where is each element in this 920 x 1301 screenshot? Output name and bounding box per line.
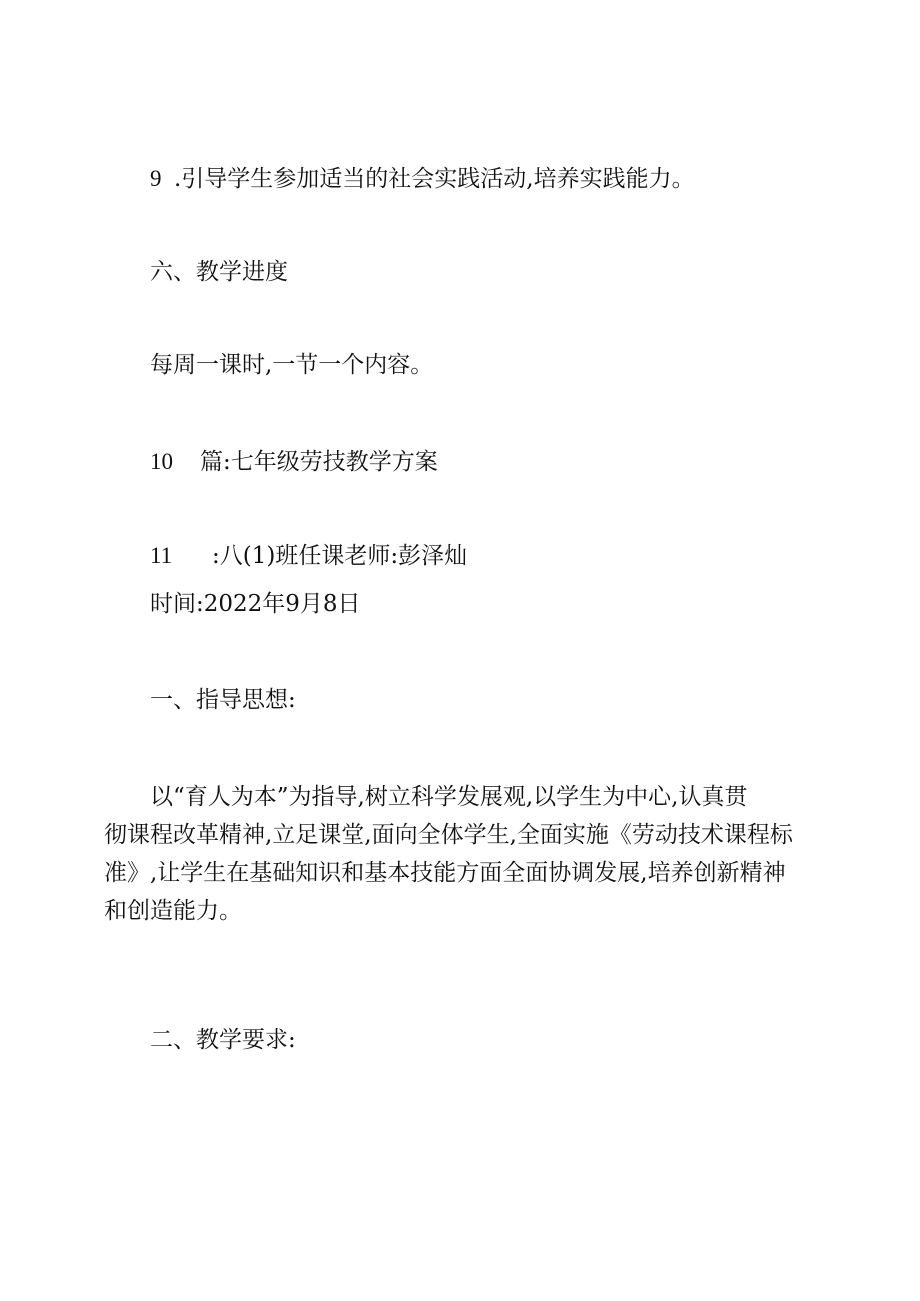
paragraph-line: 以“育人为本”为指导,树立科学发展观,以学生为中心,认真贯 (150, 784, 748, 810)
section-6-heading: 六、教学进度 (150, 259, 288, 285)
item-10-text: 篇:七年级劳技教学方案 (200, 449, 438, 475)
section-1-paragraph (104, 778, 820, 930)
item-9-text: .引导学生参加适当的社会实践活动,培养实践能力。 (174, 166, 695, 192)
section-1-heading: 一、指导思想: (150, 687, 296, 713)
item-10-number: 10 (150, 449, 173, 474)
item-9-number: 9 (150, 166, 162, 191)
date-line: 时间:2022年9月8日 (150, 591, 361, 617)
item-11-text: :八(1)班任课老师:彭泽灿 (212, 543, 468, 569)
section-6-text: 每周一课时,一节一个内容。 (150, 352, 434, 378)
item-11-line (150, 541, 467, 571)
item-9-line (150, 164, 695, 194)
item-11-number: 11 (150, 543, 173, 568)
paragraph-line: 彻课程改革精神,立足课堂,面向全体学生,全面实施《劳动技术课程标 (104, 822, 793, 848)
paragraph-line: 和创造能力。 (104, 898, 242, 924)
item-10-line (150, 447, 438, 477)
section-2-heading: 二、教学要求: (150, 1027, 296, 1053)
paragraph-line: 准》,让学生在基础知识和基本技能方面全面协调发展,培养创新精神 (104, 860, 786, 886)
